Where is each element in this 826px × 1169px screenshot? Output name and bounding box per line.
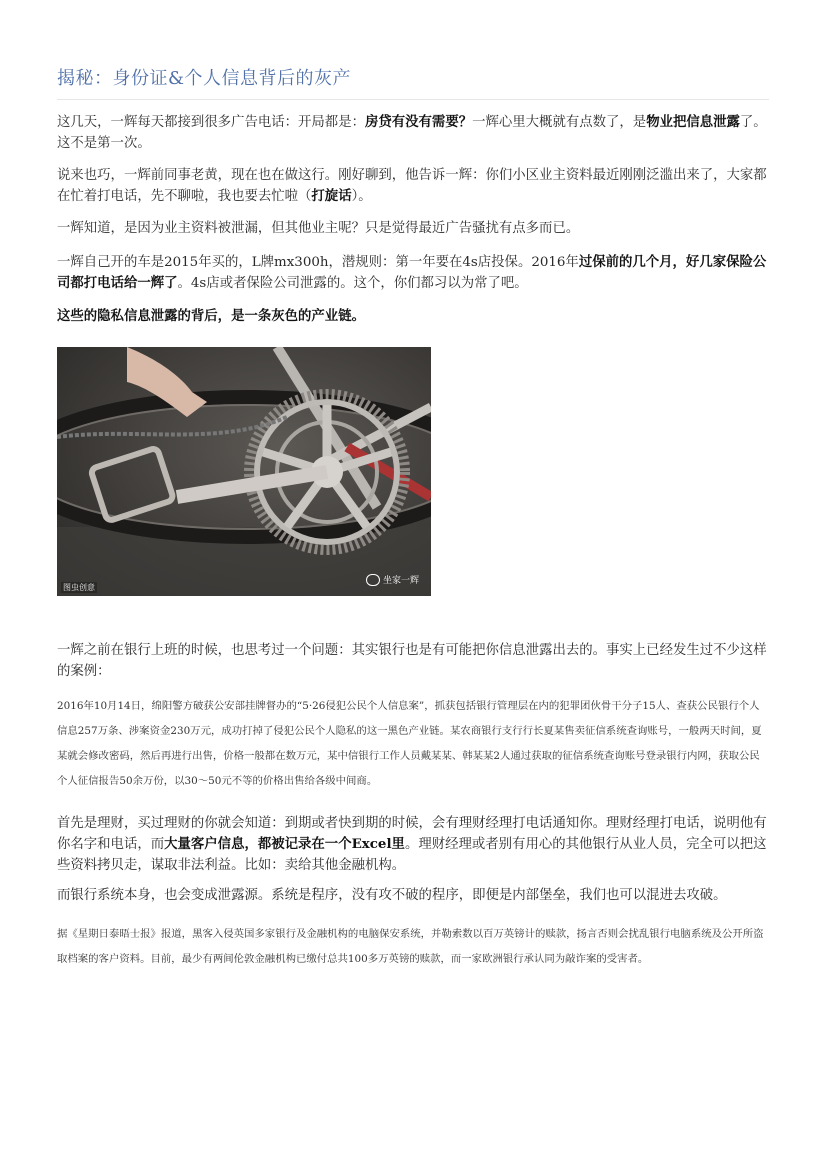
paragraph-4: 一辉自己开的车是2015年买的，L牌mx300h，潜规则：第一年要在4s店投保。2016年过保前的几个月，好几家保险公司都打电话给一辉了。4s店或者保险公司泄露的。这个，你们都习以为常了吧。 bbox=[57, 254, 767, 291]
photo-watermark-right: 坐家一辉 bbox=[366, 573, 419, 586]
paragraph-3: 一辉知道，是因为业主资料被泄漏，但其他业主呢？只是觉得最近广告骚扰有点多而已。 bbox=[57, 221, 580, 236]
paragraph-1: 这几天，一辉每天都接到很多广告电话：开局都是：房贷有没有需要？一辉心里大概就有点数了，是物业把信息泄露了。这不是第一次。 bbox=[57, 114, 767, 151]
paragraph-10-quote: 据《星期日泰晤士报》报道，黑客入侵英国多家银行及金融机构的电脑保安系统，并勒索数以百万英镑计的赎款，扬言否则会扰乱银行电脑系统及公开所盗取档案的客户资料。目前，最少有两间伦敦金融机构已缴付总共100多万英镑的赎款，而一家欧洲银行承认同为敲诈案的受害者。 bbox=[57, 928, 764, 965]
paragraph-5: 这些的隐私信息泄露的背后，是一条灰色的产业链。 bbox=[57, 308, 365, 324]
paragraph-6: 一辉之前在银行上班的时候，也思考过一个问题：其实银行也是有可能把你信息泄露出去的。事实上已经发生过不少这样的案例： bbox=[57, 643, 767, 679]
bicycle-photo bbox=[57, 347, 431, 596]
article-title: 揭秘：身份证&个人信息背后的灰产 bbox=[57, 68, 352, 89]
title-divider bbox=[57, 99, 769, 100]
paragraph-9: 而银行系统本身，也会变成泄露源。系统是程序，没有攻不破的程序，即便是内部堡垒，我们也可以混进去攻破。 bbox=[57, 888, 727, 903]
wechat-icon bbox=[366, 574, 380, 586]
photo-watermark-left: 图虫创意 bbox=[63, 583, 95, 592]
paragraph-7-quote: 2016年10月14日，绵阳警方破获公安部挂牌督办的“5·26侵犯公民个人信息案”，抓获包括银行管理层在内的犯罪团伙骨干分子15人、查获公民银行个人信息257万条、涉案资金230万元，成功打掉了侵犯公民个人隐私的这一黑色产业链。某农商银行支行行长夏某售卖征信系统查询账号，一般两天时间，夏某就会修改密码，然后再进行出售，价格一般都在数万元，某中信银行工作人员戴某某、韩某某2人通过获取的征信系统查询账号登录银行内网，获取公民个人征信报告50余万份，以30～50元不等的价格出售给各级中间商。 bbox=[57, 700, 762, 787]
paragraph-2: 说来也巧，一辉前同事老黄，现在也在做这行。刚好聊到，他告诉一辉：你们小区业主资料最近刚刚泛滥出来了，大家都在忙着打电话，先不聊啦，我也要去忙啦（打旋话）。 bbox=[57, 168, 767, 204]
paragraph-8: 首先是理财，买过理财的你就会知道：到期或者快到期的时候，会有理财经理打电话通知你。理财经理打电话，说明他有你名字和电话，而大量客户信息，都被记录在一个Excel里。理财经理或者别有用心的其他银行从业人员，完全可以把这些资料拷贝走，谋取非法利益。比如：卖给其他金融机构。 bbox=[57, 816, 767, 873]
bicycle-crank-illustration bbox=[57, 347, 431, 596]
